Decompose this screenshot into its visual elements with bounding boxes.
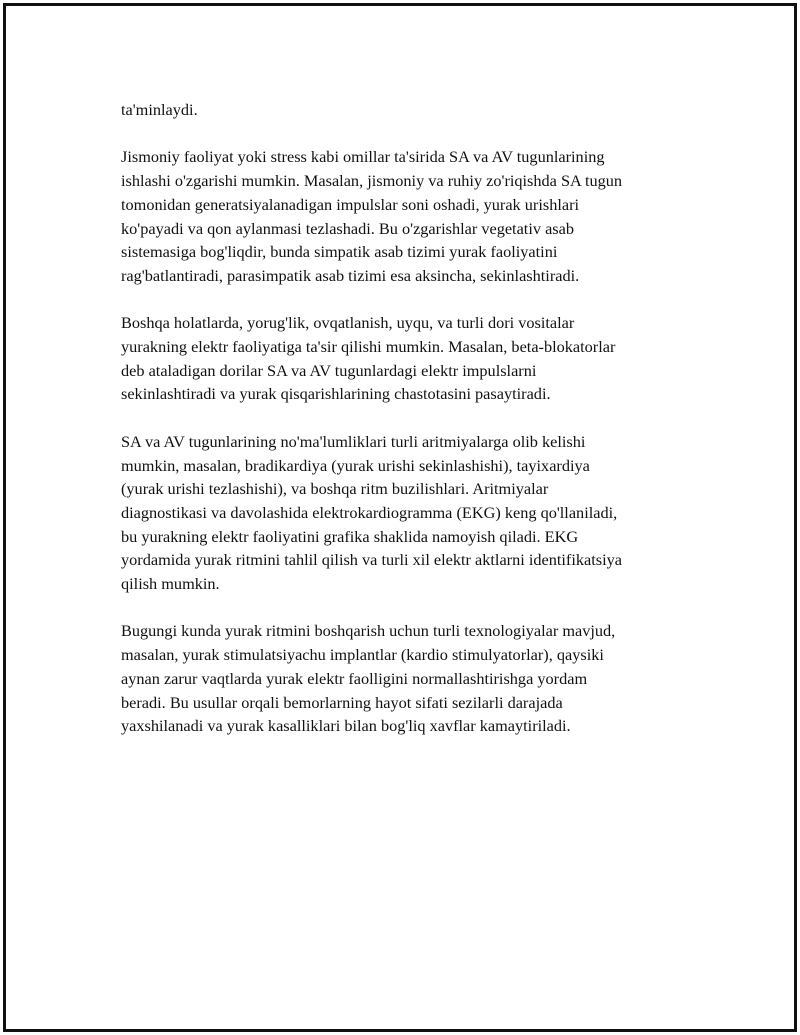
text-line: aynan zarur vaqtlarda yurak elektr faolligini normallashtirishga yordam [121, 668, 588, 688]
text-line: bu yurakning elektr faoliyatini grafika shaklida namoyish qiladi. EKG [121, 526, 579, 546]
paragraph-3 [121, 311, 701, 406]
text-line: tomonidan generatsiyalanadigan impulslar soni oshadi, yurak urishlari [121, 194, 580, 214]
text-line: diagnostikasi va davolashida elektrokardiogramma (EKG) keng qo'llaniladi, [121, 502, 618, 522]
paragraph-1 [121, 98, 701, 122]
text-line: Bugungi kunda yurak ritmini boshqarish uchun turli texnologiyalar mavjud, [121, 621, 616, 641]
document-body [121, 98, 701, 762]
text-line: beradi. Bu usullar orqali bemorlarning hayot sifati sezilarli darajada [121, 692, 563, 712]
text-line: ishlashi o'zgarishi mumkin. Masalan, jismoniy va ruhiy zo'riqishda SA tugun [121, 171, 623, 191]
text-line: sekinlashtiradi va yurak qisqarishlarining chastotasini pasaytiradi. [121, 384, 551, 404]
text-line: masalan, yurak stimulatsiyachu implantlar (kardio stimulyatorlar), qaysiki [121, 645, 604, 665]
text-line: (yurak urishi tezlashishi), va boshqa ritm buzilishlari. Aritmiyalar [121, 479, 549, 499]
paragraph-2 [121, 145, 701, 287]
text-line: ko'payadi va qon aylanmasi tezlashadi. Bu o'zgarishlar vegetativ asab [121, 218, 574, 238]
text-line: yordamida yurak ritmini tahlil qilish va turli xil elektr aktlarni identifikatsiya [121, 550, 622, 570]
text-line: ta'minlaydi. [121, 100, 198, 119]
text-line: yaxshilanadi va yurak kasalliklari bilan bog'liq xavflar kamaytiriladi. [121, 716, 571, 736]
text-line: deb ataladigan dorilar SA va AV tugunlardagi elektr impulslarni [121, 360, 537, 380]
paragraph-5 [121, 619, 701, 738]
text-line: SA va AV tugunlarining no'ma'lumliklari turli aritmiyalarga olib kelishi [121, 431, 586, 451]
text-line: sistemasiga bog'liqdir, bunda simpatik asab tizimi yurak faoliyatini [121, 242, 558, 262]
text-line: Boshqa holatlarda, yorug'lik, ovqatlanish, uyqu, va turli dori vositalar [121, 313, 575, 333]
text-line: rag'batlantiradi, parasimpatik asab tizimi esa aksincha, sekinlashtiradi. [121, 265, 580, 285]
text-line: qilish mumkin. [121, 574, 220, 594]
text-line: mumkin, masalan, bradikardiya (yurak urishi sekinlashishi), tayixardiya [121, 455, 590, 475]
text-line: yurakning elektr faoliyatiga ta'sir qilishi mumkin. Masalan, beta-blokatorlar [121, 337, 616, 356]
page-border [3, 3, 797, 1032]
paragraph-4 [121, 430, 701, 596]
text-line: Jismoniy faoliyat yoki stress kabi omillar ta'sirida SA va AV tugunlarining [121, 147, 605, 167]
